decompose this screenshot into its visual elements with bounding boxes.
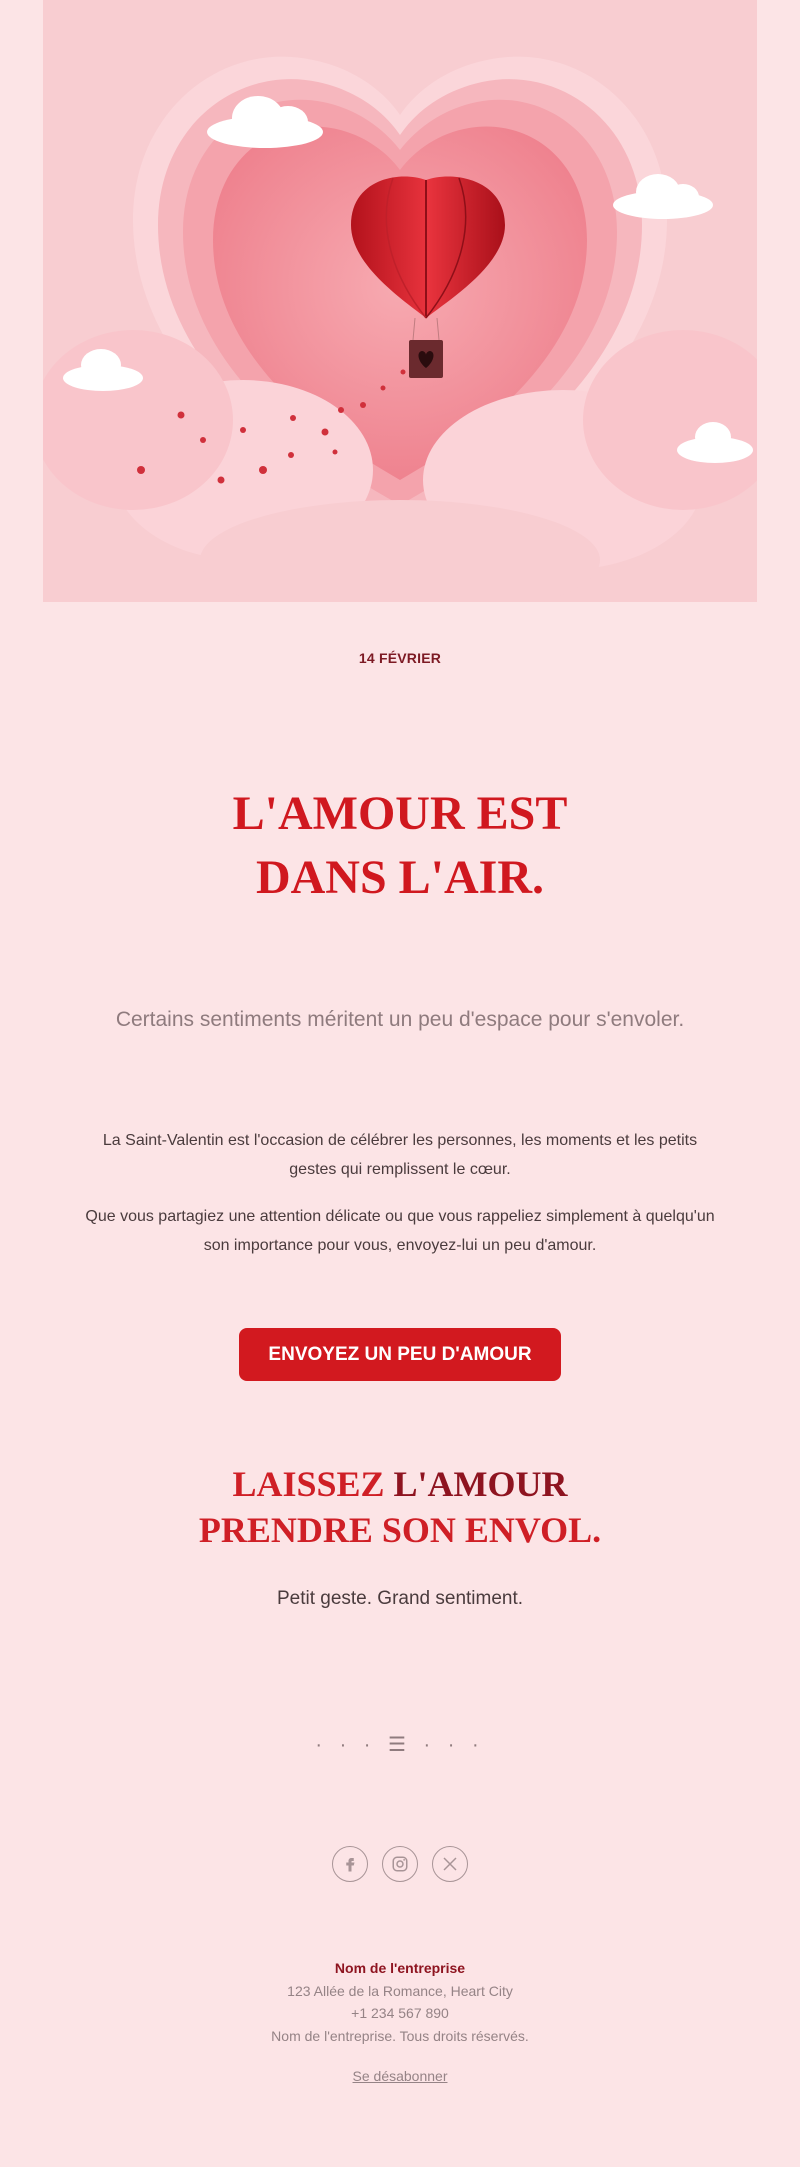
- unsubscribe-link[interactable]: Se désabonner: [352, 2068, 448, 2084]
- main-title-line1: L'AMOUR EST: [232, 787, 568, 840]
- footer-phone: +1 234 567 890: [351, 2005, 449, 2021]
- section-title-part-a: LAISSEZ: [232, 1464, 394, 1504]
- hero-image: [43, 0, 757, 602]
- footer-rights: Nom de l'entreprise. Tous droits réservés.: [271, 2027, 529, 2044]
- unsubscribe-row: [0, 2068, 800, 2084]
- main-title-line2: DANS L'AIR.: [255, 851, 545, 904]
- tagline: Petit geste. Grand sentiment.: [276, 1588, 524, 1609]
- send-love-button[interactable]: ENVOYEZ UN PEU D'AMOUR: [239, 1328, 561, 1381]
- social-links: [0, 1846, 800, 1882]
- ornament-divider: · · · ☰ · · ·: [315, 1734, 485, 1756]
- lead-text: Certains sentiments méritent un peu d'espace pour s'envoler.: [115, 1008, 685, 1031]
- instagram-icon[interactable]: [382, 1846, 418, 1882]
- body-paragraph-2: Que vous partagiez une attention délicate ou que vous rappeliez simplement à quelqu'un son importance pour vous, envoyez-lui un peu d'amour.: [85, 1208, 715, 1254]
- section-title-line1: [0, 1461, 800, 1507]
- facebook-icon[interactable]: [332, 1846, 368, 1882]
- footer: [0, 1957, 800, 2047]
- body-paragraph-1: La Saint-Valentin est l'occasion de célébrer les personnes, les moments et les petits gestes qui remplissent le cœur.: [102, 1132, 698, 1178]
- section-title-line2: PRENDRE SON ENVOL.: [198, 1510, 602, 1550]
- section-title-part-b: L'AMOUR: [393, 1464, 568, 1504]
- footer-company: Nom de l'entreprise: [334, 1960, 466, 1976]
- x-icon[interactable]: [432, 1846, 468, 1882]
- section-title: [0, 1461, 800, 1553]
- event-date: 14 FÉVRIER: [358, 650, 442, 666]
- balloon-heart-illustration: [43, 0, 757, 602]
- footer-address: 123 Allée de la Romance, Heart City: [287, 1982, 513, 1999]
- main-title: [0, 782, 800, 910]
